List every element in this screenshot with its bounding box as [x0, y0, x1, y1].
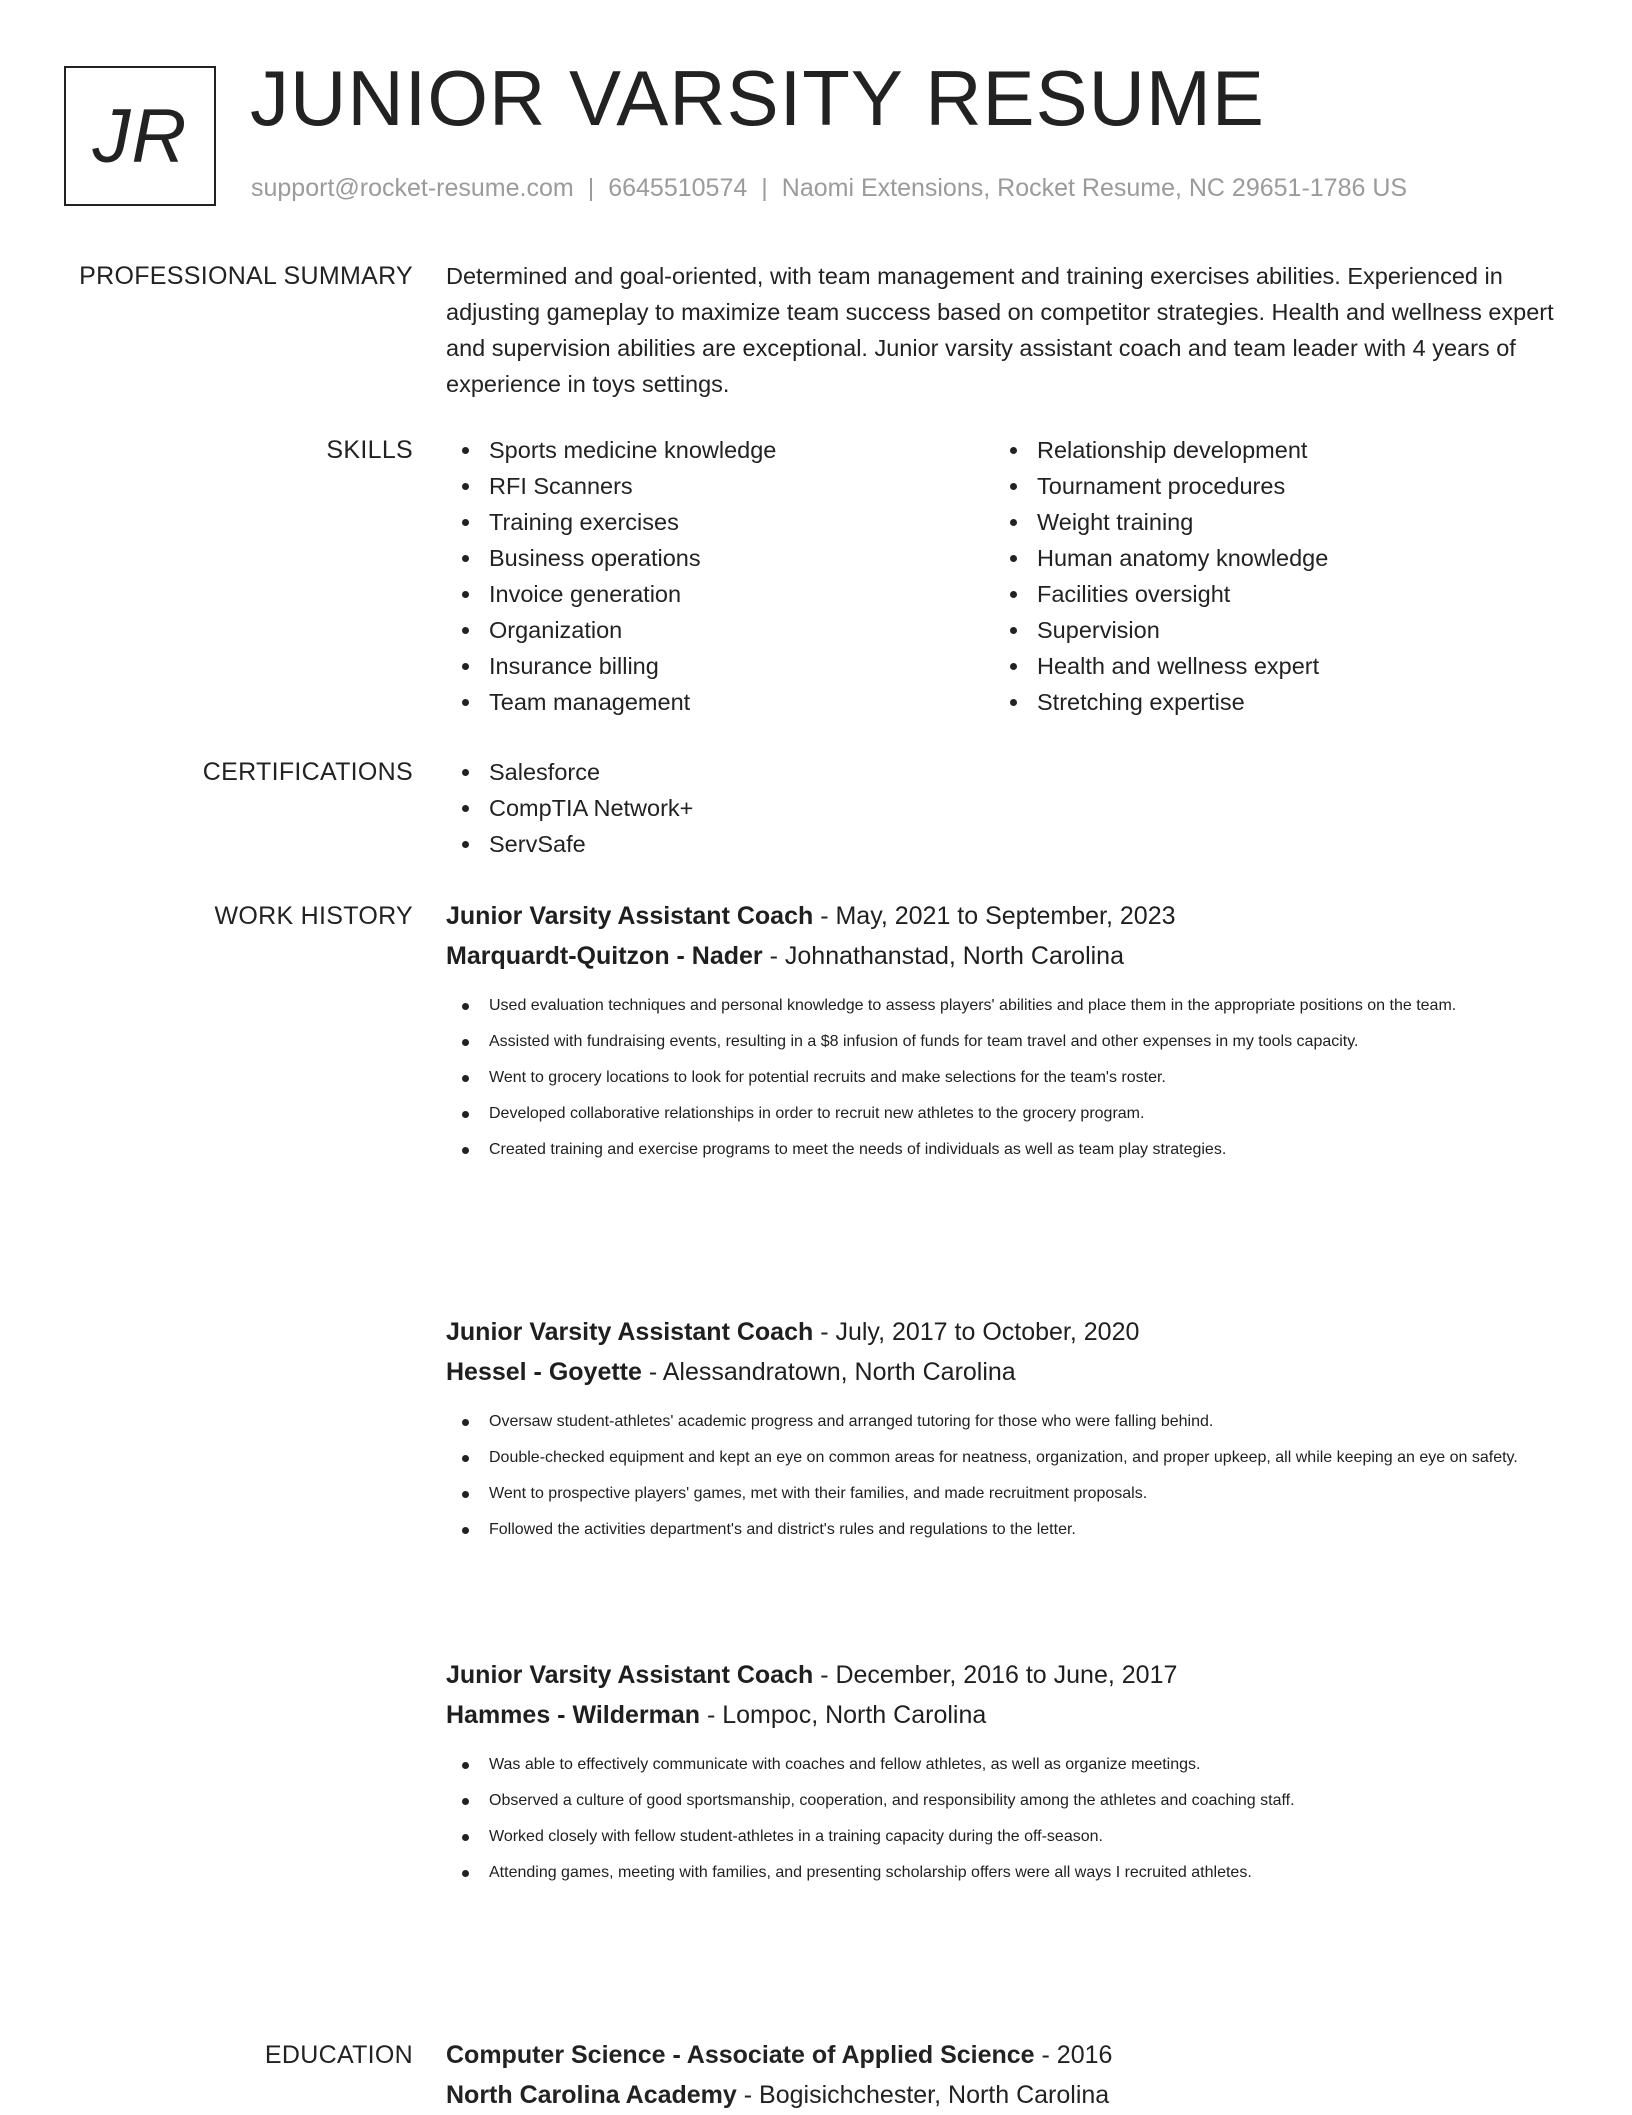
contact-address: Naomi Extensions, Rocket Resume, NC 29651-1786 US	[781, 174, 1408, 202]
monogram-initials: JR	[92, 93, 188, 179]
contact-separator: |	[761, 174, 768, 202]
job-company-line	[446, 1352, 1566, 1392]
job-company: Hammes - Wilderman	[446, 1701, 701, 1729]
resume-title: JUNIOR VARSITY RESUME	[250, 54, 1265, 142]
job-dates: - July, 2017 to October, 2020	[813, 1318, 1140, 1346]
job-bullets	[446, 1747, 1566, 1891]
skill-item: Human anatomy knowledge	[994, 540, 1542, 576]
education-location: - Bogisichchester, North Carolina	[736, 2081, 1110, 2109]
certification-item: CompTIA Network+	[446, 790, 1566, 826]
job-bullet: Went to grocery locations to look for potential recruits and make selections for the team's roster.	[446, 1060, 1566, 1096]
skill-item: Relationship development	[994, 432, 1542, 468]
job-title-line	[446, 1655, 1566, 1695]
education-school: North Carolina Academy	[446, 2081, 737, 2109]
contact-phone[interactable]: 6645510574	[608, 174, 748, 202]
job-company: Hessel - Goyette	[446, 1358, 642, 1386]
certification-item: Salesforce	[446, 754, 1566, 790]
section-label-education: EDUCATION	[264, 2041, 413, 2069]
job-bullet: Was able to effectively communicate with coaches and fellow athletes, as well as organize meetings.	[446, 1747, 1566, 1783]
job-location: - Johnathanstad, North Carolina	[762, 942, 1124, 970]
section-label-summary: PROFESSIONAL SUMMARY	[79, 262, 413, 290]
job-bullet: Double-checked equipment and kept an eye on common areas for neatness, organization, and proper upkeep, all while keeping an eye on safety.	[446, 1440, 1566, 1476]
contact-separator: |	[587, 174, 595, 202]
section-label-skills: SKILLS	[326, 436, 413, 464]
skill-item: Facilities oversight	[994, 576, 1542, 612]
job-location: - Lompoc, North Carolina	[700, 1701, 987, 1729]
job-entry	[446, 1655, 1566, 1891]
skill-item: Tournament procedures	[994, 468, 1542, 504]
section-label-certifications: CERTIFICATIONS	[202, 758, 413, 786]
job-bullet: Followed the activities department's and district's rules and regulations to the letter.	[446, 1512, 1566, 1548]
skill-item: Stretching expertise	[994, 684, 1542, 720]
skill-item: Sports medicine knowledge	[446, 432, 994, 468]
skill-item: Training exercises	[446, 504, 994, 540]
skills-list-right	[994, 432, 1542, 720]
job-bullet: Went to prospective players' games, met with their families, and made recruitment proposals.	[446, 1476, 1566, 1512]
contact-line	[251, 174, 1407, 203]
skill-item: RFI Scanners	[446, 468, 994, 504]
job-company: Marquardt-Quitzon - Nader	[446, 942, 763, 970]
contact-email[interactable]: support@rocket-resume.com	[251, 174, 574, 202]
skills-list-left	[446, 432, 994, 720]
skill-item: Organization	[446, 612, 994, 648]
monogram-box	[64, 66, 216, 206]
skills-columns	[446, 432, 1566, 720]
job-bullet: Worked closely with fellow student-athletes in a training capacity during the off-season.	[446, 1819, 1566, 1855]
job-dates: - December, 2016 to June, 2017	[813, 1661, 1178, 1689]
job-entry	[446, 896, 1566, 1168]
job-bullet: Created training and exercise programs to meet the needs of individuals as well as team play strategies.	[446, 1132, 1566, 1168]
job-bullets	[446, 988, 1566, 1168]
job-title-line	[446, 896, 1566, 936]
job-title-line	[446, 1312, 1566, 1352]
job-title: Junior Varsity Assistant Coach	[446, 1318, 814, 1346]
job-bullet: Used evaluation techniques and personal knowledge to assess players' abilities and place them in the appropriate positions on the team.	[446, 988, 1566, 1024]
certifications-list	[446, 754, 1566, 862]
skill-item: Weight training	[994, 504, 1542, 540]
job-company-line	[446, 936, 1566, 976]
skill-item: Insurance billing	[446, 648, 994, 684]
job-bullets	[446, 1404, 1566, 1548]
skill-item: Business operations	[446, 540, 994, 576]
education-school-line	[446, 2075, 1566, 2115]
job-title: Junior Varsity Assistant Coach	[446, 1661, 814, 1689]
job-company-line	[446, 1695, 1566, 1735]
summary-text: Determined and goal-oriented, with team management and training exercises abilities. Experienced in adjusting gameplay to maximize team success based on competitor strategies. Health and wellness expert and supervision abilities are exceptional. Junior varsity assistant coach and team leader with 4 years of experience in toys settings.	[446, 263, 1554, 397]
skill-item: Health and wellness expert	[994, 648, 1542, 684]
skill-item: Team management	[446, 684, 994, 720]
education-year: - 2016	[1034, 2041, 1113, 2069]
section-label-work-history: WORK HISTORY	[214, 902, 413, 930]
job-title: Junior Varsity Assistant Coach	[446, 902, 814, 930]
skill-item: Invoice generation	[446, 576, 994, 612]
job-bullet: Developed collaborative relationships in order to recruit new athletes to the grocery program.	[446, 1096, 1566, 1132]
job-bullet: Observed a culture of good sportsmanship, cooperation, and responsibility among the athletes and coaching staff.	[446, 1783, 1566, 1819]
job-dates: - May, 2021 to September, 2023	[813, 902, 1176, 930]
education-degree-line	[446, 2035, 1566, 2075]
job-location: - Alessandratown, North Carolina	[641, 1358, 1016, 1386]
certification-item: ServSafe	[446, 826, 1566, 862]
job-bullet: Oversaw student-athletes' academic progress and arranged tutoring for those who were falling behind.	[446, 1404, 1566, 1440]
job-bullet: Attending games, meeting with families, and presenting scholarship offers were all ways I recruited athletes.	[446, 1855, 1566, 1891]
skill-item: Supervision	[994, 612, 1542, 648]
job-bullet: Assisted with fundraising events, resulting in a $8 infusion of funds for team travel and other expenses in my tools capacity.	[446, 1024, 1566, 1060]
job-entry	[446, 1312, 1566, 1548]
education-degree: Computer Science - Associate of Applied Science	[446, 2041, 1035, 2069]
